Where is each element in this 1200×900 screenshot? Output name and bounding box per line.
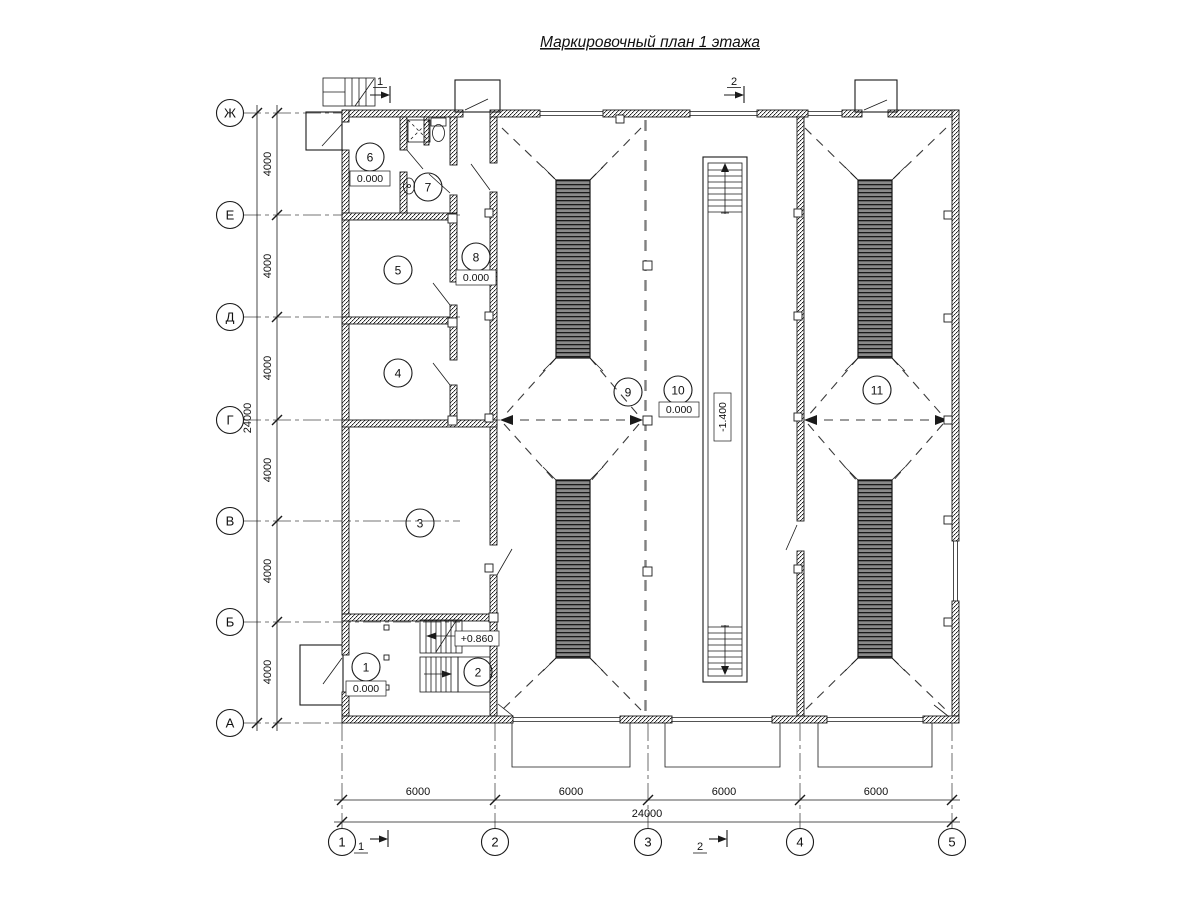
drawing-title: Маркировочный план 1 этажа — [540, 34, 760, 51]
dim-bottom-total: 24000 — [631, 808, 663, 820]
dim-left-total: 24000 — [242, 402, 254, 434]
section-mark-1-bottom — [354, 830, 388, 853]
gate-aprons — [512, 723, 932, 767]
dim-left-3: 4000 — [262, 355, 274, 381]
room-6-elevation: 0.000 — [356, 173, 384, 185]
room-3-number: 3 — [416, 516, 424, 531]
dim-bottom-4: 6000 — [863, 786, 889, 798]
top-vestibule-right — [855, 80, 897, 112]
svg-text:1: 1 — [357, 841, 365, 853]
room-10-elevation: 0.000 — [665, 404, 693, 416]
toilet — [431, 118, 446, 142]
room-8-number: 8 — [472, 250, 480, 265]
room-4-number: 4 — [394, 366, 402, 381]
dim-bottom-2: 6000 — [558, 786, 584, 798]
door-leaves — [322, 99, 948, 716]
dimensions-bottom — [334, 786, 960, 827]
entrance-porches — [300, 112, 343, 705]
dimensions-left — [242, 105, 282, 731]
dimension-ticks — [252, 108, 282, 728]
room-labels — [352, 143, 891, 686]
top-vestibule-left — [455, 80, 500, 112]
section-mark-2-top — [724, 76, 744, 103]
axis-row-g: Г — [226, 412, 234, 428]
axis-row-d: Д — [225, 309, 235, 325]
column-axis-bubbles — [329, 829, 966, 856]
axis-col-4: 4 — [796, 834, 804, 850]
inspection-pit — [703, 157, 747, 682]
axis-col-2: 2 — [491, 834, 499, 850]
dim-left-6: 4000 — [262, 659, 274, 685]
dim-left-2: 4000 — [262, 253, 274, 279]
room-1-elevation: 0.000 — [352, 683, 380, 695]
dim-left-4: 4000 — [262, 457, 274, 483]
room-11-number: 11 — [870, 383, 884, 398]
axis-row-v: В — [225, 513, 235, 529]
room-2-number: 2 — [474, 665, 482, 680]
axis-row-a: А — [225, 715, 235, 731]
axis-col-5: 5 — [948, 834, 956, 850]
svg-text:2: 2 — [696, 841, 704, 853]
axis-row-e: Е — [225, 207, 235, 223]
axis-col-1: 1 — [338, 834, 346, 850]
row-axis-bubbles — [217, 100, 244, 737]
room-10-number: 10 — [671, 383, 685, 398]
dim-bottom-3: 6000 — [711, 786, 737, 798]
svg-text:1: 1 — [376, 76, 384, 88]
axis-row-b: Б — [225, 614, 235, 630]
room-8-elevation: 0.000 — [462, 272, 490, 284]
external-stair — [323, 78, 375, 106]
dim-bottom-1: 6000 — [405, 786, 431, 798]
axis-col-3: 3 — [644, 834, 652, 850]
room-9-number: 9 — [624, 385, 632, 400]
room-1-number: 1 — [362, 660, 370, 675]
section-mark-2-bottom — [693, 830, 727, 853]
svg-text:2: 2 — [730, 76, 738, 88]
room-6-number: 6 — [366, 150, 374, 165]
pit-elevation-label: -1.400 — [717, 402, 729, 432]
dim-left-5: 4000 — [262, 558, 274, 584]
axis-row-zh: Ж — [223, 105, 237, 121]
room-5-number: 5 — [394, 263, 402, 278]
pit-stair-top — [708, 163, 742, 214]
room-2-elevation: +0.860 — [460, 633, 494, 645]
room-7-number: 7 — [424, 180, 432, 195]
pit-stair-bottom — [708, 625, 742, 675]
dim-left-1: 4000 — [262, 151, 274, 177]
